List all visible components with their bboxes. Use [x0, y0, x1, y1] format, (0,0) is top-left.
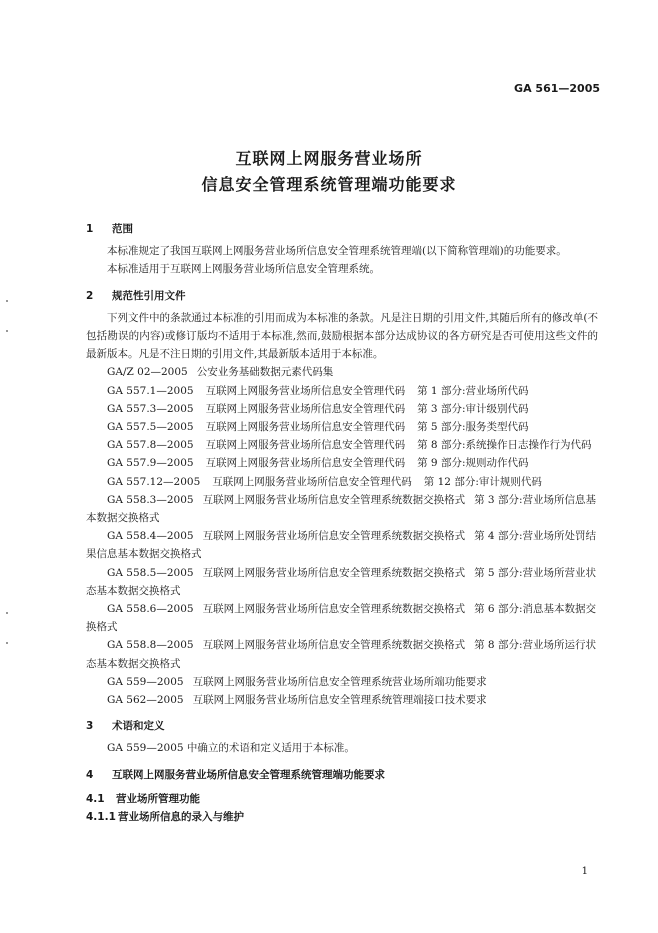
normative-references-list — [86, 363, 598, 709]
section-1-paragraph-1: 本标准规定了我国互联网上网服务营业场所信息安全管理系统管理端(以下简称管理端)的功能要求。 — [107, 245, 567, 258]
document-title-line1: 互联网上网服务营业场所 — [235, 149, 423, 168]
section-4-heading: 4 互联网上网服务营业场所信息安全管理系统管理端功能要求 — [86, 768, 385, 781]
reference-item: GA 562—2005 互联网上网服务营业场所信息安全管理系统管理端接口技术要求 — [107, 694, 487, 707]
section-3-heading: 3 术语和定义 — [86, 720, 165, 733]
document-body — [86, 220, 598, 826]
reference-item: GA 558.5—2005 互联网上网服务营业场所信息安全管理系统数据交换格式 第 5 部分:营业场所营业状态基本数据交换格式 — [86, 566, 596, 597]
section-2-heading: 2 规范性引用文件 — [86, 289, 186, 302]
scan-mark — [6, 300, 8, 302]
reference-item: GA 557.5—2005 互联网上网服务营业场所信息安全管理代码 第 5 部分:服务类型代码 — [107, 421, 529, 434]
section-4-1-1-heading: 4.1.1 营业场所信息的录入与维护 — [86, 811, 244, 824]
reference-item: GA/Z 02—2005 公安业务基础数据元素代码集 — [107, 366, 334, 379]
section-2-intro: 下列文件中的条款通过本标准的引用而成为本标准的条款。凡是注日期的引用文件,其随后所有的修改单(不包括勘误的内容)或修订版均不适用于本标准,然而,鼓励根据本部分达成协议的各方研究是否可使用这些文件的最新版本。凡是不注日期的引用文件,其最新版本适用于本标准。 — [86, 311, 598, 361]
standard-code: GA 561—2005 — [514, 82, 600, 95]
reference-item: GA 557.3—2005 互联网上网服务营业场所信息安全管理代码 第 3 部分:审计级别代码 — [107, 402, 529, 415]
scan-mark — [6, 330, 8, 332]
reference-item: GA 557.1—2005 互联网上网服务营业场所信息安全管理代码 第 1 部分:营业场所代码 — [107, 384, 529, 397]
section-1-paragraph-2: 本标准适用于互联网上网服务营业场所信息安全管理系统。 — [107, 263, 380, 276]
reference-item: GA 558.8—2005 互联网上网服务营业场所信息安全管理系统数据交换格式 第 8 部分:营业场所运行状态基本数据交换格式 — [86, 639, 596, 670]
scan-mark — [6, 612, 8, 614]
reference-item: GA 558.6—2005 互联网上网服务营业场所信息安全管理系统数据交换格式 第 6 部分:消息基本数据交换格式 — [86, 603, 596, 634]
reference-item: GA 558.3—2005 互联网上网服务营业场所信息安全管理系统数据交换格式 第 3 部分:营业场所信息基本数据交换格式 — [86, 493, 596, 525]
document-title-line2: 信息安全管理系统管理端功能要求 — [201, 175, 457, 194]
section-3-paragraph: GA 559—2005 中确立的术语和定义适用于本标准。 — [107, 742, 355, 755]
section-4-1-heading: 4.1 营业场所管理功能 — [86, 792, 200, 805]
reference-item: GA 557.8—2005 互联网上网服务营业场所信息安全管理代码 第 8 部分:系统操作日志操作行为代码 — [107, 439, 592, 452]
scan-mark — [6, 642, 8, 644]
reference-item: GA 557.9—2005 互联网上网服务营业场所信息安全管理代码 第 9 部分:规则动作代码 — [107, 457, 529, 470]
reference-item: GA 558.4—2005 互联网上网服务营业场所信息安全管理系统数据交换格式 第 4 部分:营业场所处罚结果信息基本数据交换格式 — [86, 530, 596, 561]
reference-item: GA 559—2005 互联网上网服务营业场所信息安全管理系统营业场所端功能要求 — [107, 675, 487, 688]
section-1-heading: 1 范围 — [86, 223, 133, 235]
reference-item: GA 557.12—2005 互联网上网服务营业场所信息安全管理代码 第 12 部分:审计规则代码 — [107, 475, 542, 488]
page-number: 1 — [581, 866, 588, 877]
